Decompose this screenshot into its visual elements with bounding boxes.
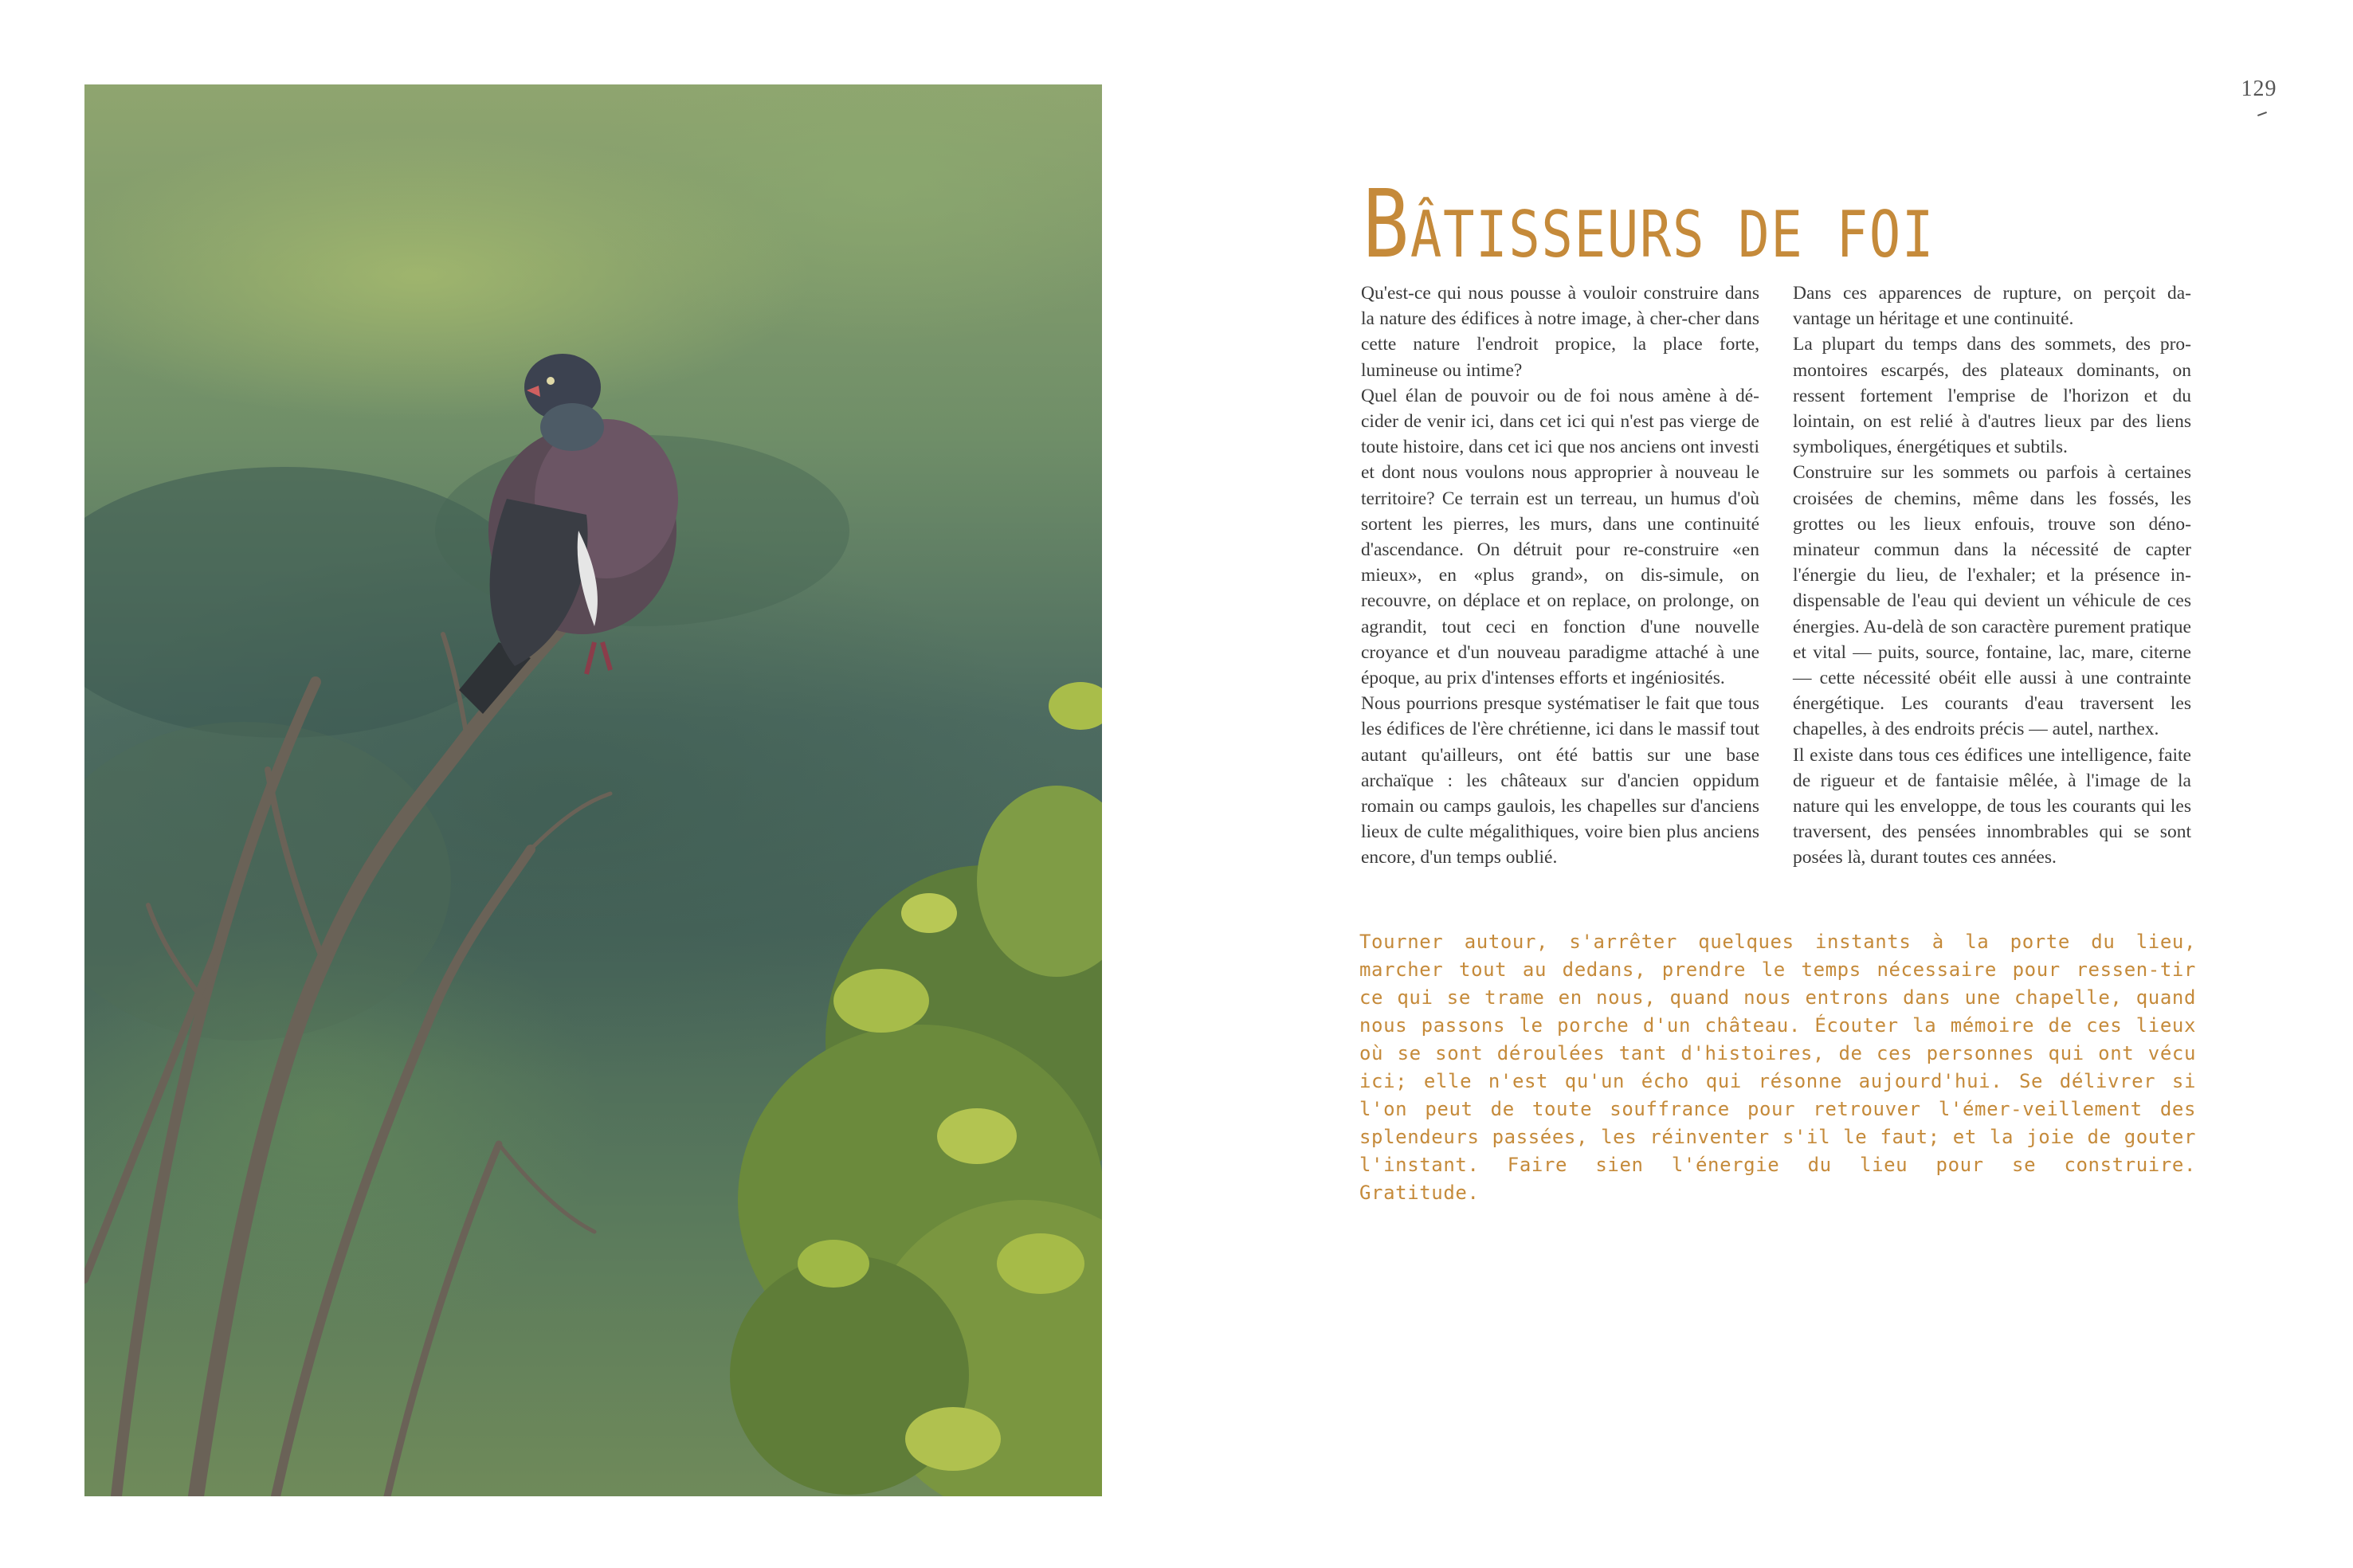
- title-rest: ÂTISSEURS DE FOI: [1410, 198, 1935, 272]
- pull-quote: Tourner autour, s'arrêter quelques instants à la porte du lieu, marcher tout au dedans, prendre le temps nécessaire pour ressen-tir ce qui se trame en nous, quand nous entrons dans une chapelle, quand nous passons le porche d'un château. Écouter la mémoire de ces lieux où se sont déroulées tant d'histoires, de ces personnes qui ont vécu ici; elle n'est qu'un écho qui résonne aujourd'hui. Se délivrer si l'on peut de toute souffrance pour retrouver l'émer-veillement des splendeurs passées, les réinventer s'il le faut; et la joie de gouter l'instant. Faire sien l'énergie du lieu pour se construire. Gratitude.: [1359, 931, 2196, 1204]
- body-paragraph: Nous pourrions presque systématiser le fait que tous les édifices de l'ère chrétienne, ici dans le massif tout autant qu'ailleurs, ont été battis sur une base archaïque : les châteaux sur d'ancien oppidum romain ou camps gaulois, les chapelles sur d'anciens lieux de culte mégalithiques, voire bien plus anciens encore, d'un temps oublié.: [1361, 693, 1759, 868]
- body-paragraph: Dans ces apparences de rupture, on perçoit da-vantage un héritage et une continuité.: [1793, 283, 2191, 330]
- pigeon: [459, 354, 678, 714]
- body-paragraph: Quel élan de pouvoir ou de foi nous amène à dé-cider de venir ici, dans cet ici qui n'est pas vierge de toute histoire, dans cet ici que nos anciens ont investi et dont nous voulons nous approprier à nouveau le territoire? Ce terrain est un terreau, un humus d'où sortent les pierres, les murs, dans une continuité d'ascendance. On détruit pour re-construire «en mieux», en «plus grand», on dis-simule, on recouvre, on déplace et on replace, on prolonge, on agrandit, tout ceci en fonction d'une nouvelle croyance et d'un nouveau paradigme attaché à une époque, au prix d'intenses efforts et ingéniosités.: [1361, 385, 1759, 689]
- body-paragraph: La plupart du temps dans des sommets, des pro-montoires escarpés, des plateaux dominants, on ressent fortement l'emprise de l'horizon et du lointain, on est relié à d'autres lieux par des liens symboliques, énergétiques et subtils.: [1793, 334, 2191, 458]
- page-number: 129: [2241, 76, 2277, 101]
- foliage: [730, 682, 1102, 1496]
- photo-illustration: [84, 84, 1102, 1496]
- body-paragraph: Construire sur les sommets ou parfois à certaines croisées de chemins, même dans les fossés, les grottes ou les lieux enfouis, trouve son déno-minateur commun dans la nécessité de capter l'énergie du lieu, de l'exhaler; et la présence in-dispensable de l'eau qui devient un véhicule de ces énergies. Au-delà de son caractère purement pratique et vital — puits, source, fontaine, lac, mare, citerne — cette nécessité obéit elle aussi à une contrainte énergétique. Les courants d'eau traversent les chapelles, à des endroits précis — autel, narthex.: [1793, 462, 2191, 740]
- page-number-mark: [2257, 112, 2267, 116]
- body-column-right: [1793, 280, 2191, 871]
- pigeon-photo: [84, 84, 1102, 1496]
- body-column-left: [1361, 280, 1759, 871]
- article-title: [1363, 169, 2081, 279]
- body-paragraph: Il existe dans tous ces édifices une intelligence, faite de rigueur et de fantaisie mêlée, à l'image de la nature qui les enveloppe, de tous les courants qui les traversent, des pensées innombrables qui se sont posées là, durant toutes ces années.: [1793, 744, 2191, 868]
- body-paragraph: Qu'est-ce qui nous pousse à vouloir construire dans la nature des édifices à notre image, à cher-cher dans cette nature l'endroit propice, la place forte, lumineuse ou intime?: [1361, 283, 1759, 381]
- title-initial: B: [1363, 169, 1410, 279]
